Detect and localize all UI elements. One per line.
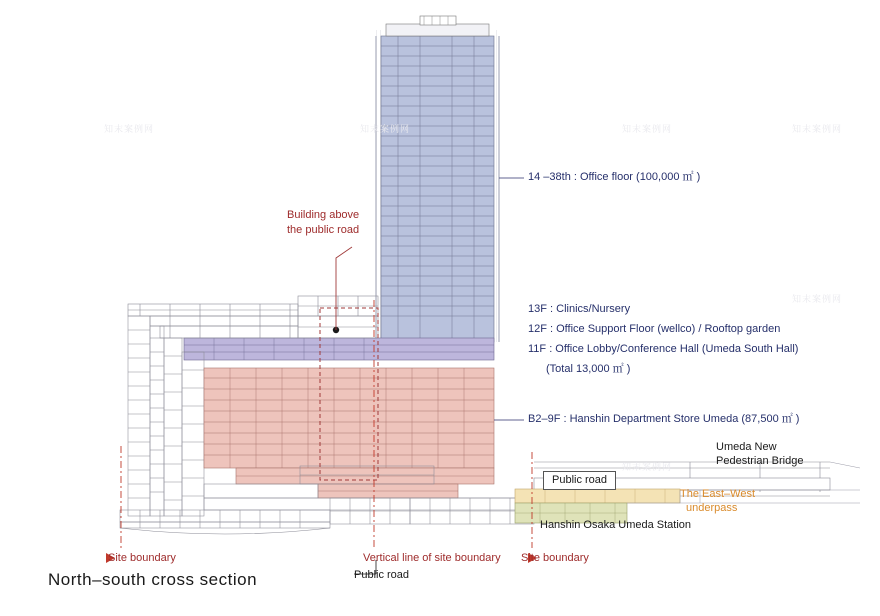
label-floor-11: 11F : Office Lobby/Conference Hall (Umeda South Hall) xyxy=(528,343,799,355)
watermark: 知末案例网 xyxy=(792,124,843,134)
label-site-boundary-right: Site boundary xyxy=(521,552,589,564)
diagram-title: North–south cross section xyxy=(48,570,258,589)
label-site-boundary-left: Site boundary xyxy=(108,552,176,564)
label-building-above-road-line1: Building above xyxy=(287,209,360,221)
label-floor-12: 12F : Office Support Floor (wellco) / Rooftop garden xyxy=(528,323,781,335)
label-office-floors: 14 –38th : Office floor (100,000 ㎡ ) xyxy=(528,171,701,183)
watermark: 知末案例网 xyxy=(360,124,411,134)
label-floor-11-total: (Total 13,000 ㎡ ) xyxy=(546,363,631,375)
label-east-west-underpass-line2: underpass xyxy=(686,502,738,514)
label-east-west-underpass-line1: The East–West xyxy=(680,488,755,500)
label-public-road-box: Public road xyxy=(543,471,616,490)
label-building-above-road-line2: the public road xyxy=(287,224,360,236)
watermark: 知末案例网 xyxy=(622,462,673,472)
office-tower xyxy=(376,16,499,342)
watermark: 知末案例网 xyxy=(622,124,673,134)
watermark: 知末案例网 xyxy=(104,124,155,134)
label-pedestrian-bridge-line2: Pedestrian Bridge xyxy=(716,455,804,467)
label-station: Hanshin Osaka Umeda Station xyxy=(540,519,692,531)
label-public-road-bottom: Public road xyxy=(354,569,410,581)
floors-11-13-band xyxy=(184,338,494,360)
east-west-underpass xyxy=(515,489,680,503)
department-store-block xyxy=(204,368,494,498)
label-department-store: B2–9F : Hanshin Department Store Umeda (87,500 ㎡ ) xyxy=(528,413,800,425)
label-pedestrian-bridge-line1: Umeda New xyxy=(716,441,777,453)
label-vertical-line-site-boundary: Vertical line of site boundary xyxy=(363,552,501,564)
podium-upper-structure xyxy=(128,296,378,338)
watermark: 知末案例网 xyxy=(792,294,843,304)
label-floor-13: 13F : Clinics/Nursery xyxy=(528,303,631,315)
